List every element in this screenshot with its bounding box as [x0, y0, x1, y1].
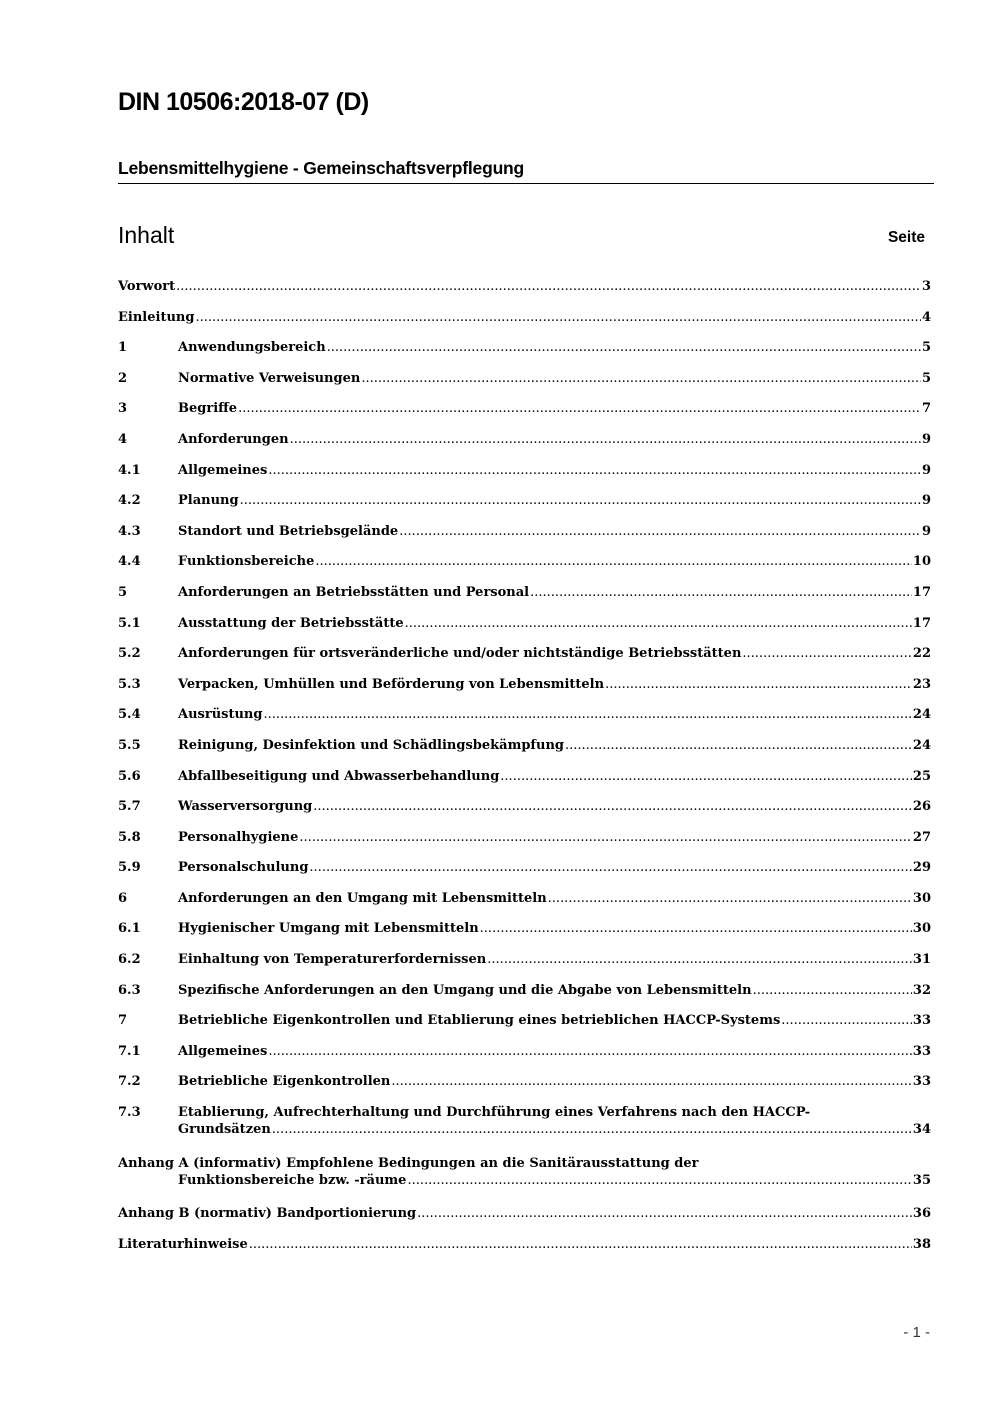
- toc-dot-leader: [361, 370, 921, 387]
- toc-entry-number: 5.3: [118, 676, 141, 692]
- toc-entry-page: 5: [921, 340, 931, 356]
- toc-dot-leader: [548, 890, 912, 907]
- toc-entry-number: 5.8: [118, 829, 141, 845]
- toc-entry-number: 4.2: [118, 493, 141, 509]
- toc-dot-leader: [500, 768, 912, 785]
- toc-entry-title: Begriffe: [178, 401, 238, 417]
- toc-entry-title-continued: Grundsätzen: [178, 1122, 271, 1138]
- toc-entry[interactable]: [118, 553, 931, 584]
- toc-entry-title: Abfallbeseitigung und Abwasserbehandlung: [178, 768, 500, 784]
- toc-entry-title: Allgemeines: [178, 462, 268, 478]
- toc-entry-page: 31: [912, 952, 931, 968]
- toc-entry-number: 6.3: [118, 982, 141, 998]
- toc-entry-title: Einhaltung von Temperaturerfordernissen: [178, 952, 487, 968]
- toc-entry-page: 26: [912, 799, 931, 815]
- toc-entry-page: 33: [912, 1013, 931, 1029]
- toc-dot-leader: [272, 1121, 912, 1138]
- toc-entry[interactable]: [118, 1043, 931, 1074]
- toc-entry-title: Allgemeines: [178, 1043, 268, 1059]
- toc-dot-leader: [530, 584, 912, 601]
- toc-entry-number: 1: [118, 340, 128, 356]
- toc-entry[interactable]: [118, 859, 931, 890]
- toc-entry-number: 6.2: [118, 952, 141, 968]
- toc-entry-number: 5.2: [118, 646, 141, 662]
- toc-entry-number: 5.9: [118, 860, 141, 876]
- toc-dot-leader: [249, 1236, 912, 1253]
- toc-entry-page: 4: [921, 309, 931, 325]
- toc-entry-number: 4.1: [118, 462, 141, 478]
- toc-entry[interactable]: [118, 676, 931, 707]
- toc-heading: Inhalt: [118, 222, 175, 248]
- toc-entry[interactable]: [118, 523, 931, 554]
- toc-entry[interactable]: [118, 1073, 931, 1104]
- toc-entry[interactable]: [118, 1012, 931, 1043]
- toc-entry-title: Literaturhinweise: [118, 1237, 248, 1252]
- toc-dot-leader: [195, 309, 921, 326]
- toc-entry[interactable]: [118, 920, 931, 951]
- document-title: DIN 10506:2018-07 (D): [118, 88, 369, 116]
- toc-entry-title: Personalschulung: [178, 860, 309, 876]
- toc-entry-number: 4: [118, 431, 128, 447]
- toc-entry[interactable]: [118, 1236, 931, 1267]
- toc-entry-page: 9: [921, 431, 931, 447]
- toc-entry-title: Betriebliche Eigenkontrollen und Etablierung eines betrieblichen HACCP-Systems: [178, 1013, 781, 1029]
- toc-entry-number: 7.2: [118, 1074, 141, 1090]
- toc-entry[interactable]: [118, 462, 931, 493]
- toc-entry-number: 7: [118, 1013, 128, 1029]
- toc-entry-number: 7.1: [118, 1043, 141, 1059]
- toc-dot-leader: [487, 951, 912, 968]
- toc-entry[interactable]: [118, 492, 931, 523]
- toc-dot-leader: [290, 431, 921, 448]
- toc-dot-leader: [327, 339, 921, 356]
- toc-dot-leader: [781, 1012, 912, 1029]
- toc-entry-title: Anforderungen für ortsveränderliche und/oder nichtständige Betriebsstätten: [178, 646, 742, 662]
- toc-dot-leader: [391, 1073, 912, 1090]
- toc-dot-leader: [313, 798, 912, 815]
- toc-entry-title: Etablierung, Aufrechterhaltung und Durchführung eines Verfahrens nach den HACCP-: [178, 1105, 811, 1121]
- toc-dot-leader: [315, 553, 912, 570]
- toc-dot-leader: [480, 920, 912, 937]
- toc-entry-title: Ausstattung der Betriebsstätte: [178, 615, 404, 631]
- toc-entry-number: 3: [118, 401, 128, 417]
- toc-entry-page: 27: [912, 829, 931, 845]
- toc-entry[interactable]: [118, 278, 931, 309]
- toc-entry-title: Personalhygiene: [178, 829, 299, 845]
- toc-dot-leader: [405, 615, 912, 632]
- toc-entry-page: 24: [912, 737, 931, 753]
- toc-entry-page: 36: [912, 1206, 931, 1222]
- toc-entry-title: Wasserversorgung: [178, 799, 313, 815]
- toc-entry[interactable]: [118, 584, 931, 615]
- toc-entry-page: 9: [921, 493, 931, 509]
- toc-entry-page: 10: [912, 554, 931, 570]
- toc-dot-leader: [268, 462, 921, 479]
- toc-entry-page: 32: [912, 982, 931, 998]
- toc-entry-page: 9: [921, 523, 931, 539]
- toc-entry-number: 5.7: [118, 799, 141, 815]
- toc-dot-leader: [565, 737, 912, 754]
- toc-entry-number: 5: [118, 584, 128, 600]
- toc-entry[interactable]: [118, 309, 931, 340]
- toc-entry-page: 7: [921, 401, 931, 417]
- toc-entry-title: Standort und Betriebsgelände: [178, 523, 399, 539]
- toc-entry-title: Anhang B (normativ) Bandportionierung: [118, 1206, 417, 1222]
- toc-entry-page: 33: [912, 1074, 931, 1090]
- toc-entry-title: Anforderungen an Betriebsstätten und Personal: [178, 584, 530, 600]
- toc-entry-page: 33: [912, 1043, 931, 1059]
- toc-dot-leader: [417, 1205, 912, 1222]
- toc-dot-leader: [240, 492, 921, 509]
- toc-entry-number: 5.6: [118, 768, 141, 784]
- toc-entry[interactable]: [118, 768, 931, 799]
- toc-entry[interactable]: [118, 339, 931, 370]
- toc-entry[interactable]: [118, 737, 931, 768]
- toc-entry-page: 3: [921, 279, 931, 294]
- toc-entry-number: 6.1: [118, 921, 141, 937]
- toc-dot-leader: [753, 982, 912, 999]
- toc-entry-number: 4.3: [118, 523, 141, 539]
- toc-entry-page: 30: [912, 890, 931, 906]
- toc-entry[interactable]: [118, 1205, 931, 1236]
- toc-entry[interactable]: [118, 829, 931, 860]
- toc-entry-title: Anhang A (informativ) Empfohlene Bedingungen an die Sanitärausstattung der: [118, 1155, 699, 1171]
- toc-entry[interactable]: [118, 798, 931, 829]
- toc-entry-title: Vorwort: [118, 279, 176, 294]
- toc-entry-title: Normative Verweisungen: [178, 370, 361, 386]
- toc-entry-page: 38: [912, 1237, 931, 1252]
- toc-entry-title-continued: Funktionsbereiche bzw. -räume: [178, 1172, 407, 1188]
- toc-dot-leader: [263, 706, 911, 723]
- toc-entry-title: Verpacken, Umhüllen und Beförderung von Lebensmitteln: [178, 676, 605, 692]
- toc-entry-number: 5.1: [118, 615, 141, 631]
- toc-entry-title: Planung: [178, 493, 239, 509]
- toc-page-column-heading: Seite: [887, 229, 925, 246]
- toc-entry-page: 34: [912, 1122, 931, 1138]
- toc-entry[interactable]: [118, 400, 931, 431]
- toc-dot-leader: [268, 1043, 912, 1060]
- toc-entry[interactable]: [118, 706, 931, 737]
- toc-entry-title: Betriebliche Eigenkontrollen: [178, 1074, 391, 1090]
- toc-dot-leader: [742, 645, 912, 662]
- toc-entry[interactable]: [118, 951, 931, 982]
- toc-entry-page: 5: [921, 370, 931, 386]
- toc-entry-page: 22: [912, 646, 931, 662]
- document-subtitle: Lebensmittelhygiene - Gemeinschaftsverpflegung: [118, 158, 934, 184]
- toc-entry-number: 4.4: [118, 554, 141, 570]
- toc-entry[interactable]: [118, 615, 931, 646]
- toc-entry[interactable]: [118, 645, 931, 676]
- toc-entry-page: 17: [912, 615, 931, 631]
- toc-dot-leader: [299, 829, 912, 846]
- toc-dot-leader: [309, 859, 911, 876]
- footer-page-number: - 1 -: [903, 1324, 930, 1341]
- toc-entry[interactable]: [118, 890, 931, 921]
- toc-dot-leader: [605, 676, 912, 693]
- table-of-contents: [118, 278, 931, 1267]
- toc-entry-number: 5.4: [118, 707, 141, 723]
- toc-entry-number: 2: [118, 370, 128, 386]
- toc-entry-title: Hygienischer Umgang mit Lebensmitteln: [178, 921, 479, 937]
- toc-entry-title: Einleitung: [118, 309, 195, 325]
- toc-entry-number: 5.5: [118, 737, 141, 753]
- toc-entry-page: 17: [912, 584, 931, 600]
- toc-entry-title: Ausrüstung: [178, 707, 263, 723]
- toc-entry-page: 25: [912, 768, 931, 784]
- toc-dot-leader: [407, 1172, 911, 1189]
- toc-entry-page: 9: [921, 462, 931, 478]
- toc-dot-leader: [176, 278, 921, 295]
- toc-entry[interactable]: [118, 1155, 931, 1206]
- toc-entry-title: Anforderungen: [178, 431, 289, 447]
- toc-entry-page: 35: [912, 1172, 931, 1188]
- toc-entry[interactable]: [118, 431, 931, 462]
- toc-entry-page: 24: [912, 707, 931, 723]
- toc-entry-page: 23: [912, 676, 931, 692]
- toc-entry[interactable]: [118, 370, 931, 401]
- toc-entry-page: 30: [912, 921, 931, 937]
- toc-dot-leader: [238, 400, 921, 417]
- toc-entry-title: Funktionsbereiche: [178, 554, 315, 570]
- toc-entry[interactable]: [118, 1104, 931, 1155]
- toc-entry-page: 29: [912, 860, 931, 876]
- toc-entry-title: Anwendungsbereich: [178, 340, 326, 356]
- toc-entry-number: 7.3: [118, 1105, 141, 1121]
- toc-entry[interactable]: [118, 982, 931, 1013]
- toc-dot-leader: [399, 523, 921, 540]
- toc-entry-title: Reinigung, Desinfektion und Schädlingsbekämpfung: [178, 737, 565, 753]
- toc-entry-number: 6: [118, 890, 128, 906]
- toc-entry-title: Anforderungen an den Umgang mit Lebensmitteln: [178, 890, 547, 906]
- toc-entry-title: Spezifische Anforderungen an den Umgang und die Abgabe von Lebensmitteln: [178, 982, 752, 998]
